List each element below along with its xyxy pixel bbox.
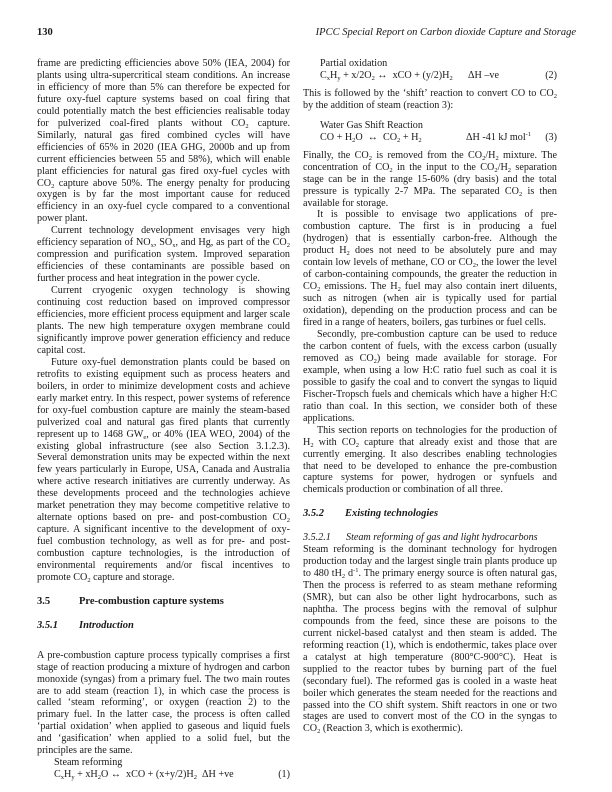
right-column bbox=[303, 58, 557, 735]
equation-label: Steam reforming bbox=[54, 757, 123, 769]
equation-2: $C_xH_y + x/2O_2$ ↔ xCO + $(y/2)H_2$ ΔH –ve (2) bbox=[320, 69, 557, 82]
equation-label: Partial oxidation bbox=[320, 58, 388, 69]
equation-1: $C_xH_y + xH_2O$ ↔ xCO + $(x+y/2)H_2$ ΔH +ve (1) bbox=[54, 769, 290, 782]
equation-label: Water Gas Shift Reaction bbox=[320, 119, 423, 131]
paragraph: Steam reforming is the dominant technology for hydrogen production today and the largest single train plants produce up to 480 $tH_2$ $d^{-1}$. The primary energy source is often natural gas, Then the process is referred to as steam methane reforming (SMR), but can also be other light hydrocarbons, such as naphtha. The process begins with the removal of sulphur compounds from the feed, since these are poisons to the current nickel-based catalyst and then steam is added. The reforming reaction (1), which is endothermic, takes place over a catalyst at high temperature (800°C-900°C). Heat is supplied to the reactor tubes by burning part of the fuel (secondary fuel). The reformed gas is cooled in a waste heat boiler which generates the steam needed for the reactions and passed into the CO shift system. Shift reactors in one or two stages are used to convert most of the CO in the syngas to $CO_2$ (Reaction 3, which is exothermic). bbox=[303, 544, 557, 736]
section-heading-3-5-2: 3.5.2 Existing technologies bbox=[303, 508, 439, 520]
paragraph: Secondly, pre-combustion capture can be used to reduce the carbon content of fuels, with the excess carbon (usually removed as $CO_2$) being made available for storage. For example, when using a low H:C ratio fuel such as coal it is possible to gasify the coal and to convert the syngas to liquid Fischer-Tropsch fuels and chemicals which have a higher H:C ratio than coal. In this section, we consider both of these applications. bbox=[303, 329, 557, 424]
section-heading-3-5-2-1: 3.5.2.1 Steam reforming of gas and light hydrocarbons bbox=[303, 532, 538, 544]
running-head: IPCC Special Report on Carbon dioxide Capture and Storage bbox=[315, 27, 576, 38]
paragraph: Future oxy-fuel demonstration plants could be based on retrofits to existing equipment such as process heaters and boilers, in order to minimize development costs and achieve early market entry. In this respect, power systems of reference for oxy-fuel combustion capture are mainly the steam-based pulverized coal and natural gas fired plants that currently represent up to 1468 $GW_e$, or 40% (IEA WEO, 2004) of the existing global infrastructure (see also Section 3.1.2.3). Several demonstration units may be expected within the next few years particularly in Europe, USA, Canada and Australia where active research initiatives are currently underway. As these developments proceed and the technologies achieve market penetration they may become competitive relative to alternate options based on pre- and post-combustion $CO_2$ capture. A significant incentive to the development of oxy-fuel combustion technology, as well as for pre- and post-combustion capture technologies, is the introduction of environmental requirements and/or fiscal incentives to promote $CO_2$ capture and storage. bbox=[37, 356, 290, 584]
paragraph: A pre-combustion capture process typically comprises a first stage of reaction producing a mixture of hydrogen and carbon monoxide (syngas) from a primary fuel. The two main routes are to add steam (reaction 1), in which case the process is called ‘steam reforming’, or oxygen (reaction 2) to the primary fuel. In the latter case, the process is often called ‘partial oxidation’ when applied to gaseous and liquid fuels and ‘gasification’ when applied to a solid fuel, but the principles are the same. bbox=[37, 649, 290, 757]
section-heading-3-5: 3.5 Pre-combustion capture systems bbox=[37, 595, 224, 607]
page-number: 130 bbox=[37, 27, 53, 38]
paragraph: Finally, the $CO_2$ is removed from the $CO_2/H_2$ mixture. The concentration of $CO_2$ in the input to the $CO_2/H_2$ separation stage can be in the range 15-60% (dry basis) and the total pressure is typically 2-7 MPa. The separated $CO_2$ is then available for storage. bbox=[303, 149, 557, 209]
paragraph: This is followed by the ‘shift’ reaction to convert CO to $CO_2$ by the addition of steam (reaction 3): bbox=[303, 87, 557, 111]
paragraph: This section reports on technologies for the production of $H_2$ with $CO_2$ capture that already exist and those that are currently emerging. It also describes enabling technologies that need to be developed to enhance the pre-combustion capture systems for power, hydrogen or synfuels and chemicals production or combination of all three. bbox=[303, 424, 557, 496]
paragraph: It is possible to envisage two applications of pre-combustion capture. The first is in producing a fuel (hydrogen) that is essentially carbon-free. Although the product $H_2$ does not need to be absolutely pure and may contain low levels of methane, CO or $CO_2$, the lower the level of carbon-containing compounds, the greater the reduction in $CO_2$ emissions. The $H_2$ fuel may also contain inert diluents, such as nitrogen (when air is typically used for partial oxidation), depending on the production process and can be fired in a range of heaters, boilers, gas turbines or fuel cells. bbox=[303, 209, 558, 329]
equation-3: CO + $H_2O$ ↔ $CO_2 + H_2$ ΔH -41 kJ mol$^{-1}$ (3) bbox=[320, 130, 557, 144]
paragraph: Current cryogenic oxygen technology is showing continuing cost reduction based on improved compressor efficiencies, more efficient process equipment and larger scale plants. The new high temperature oxygen membrane could significantly improve power generation efficiency and reduce capital cost. bbox=[37, 285, 290, 356]
left-column bbox=[37, 58, 290, 781]
paragraph: Current technology development envisages very high efficiency separation of $NO_x$, $SO_x$, and Hg, as part of the $CO_2$ compression and purification system. Improved separation efficiencies of these contaminants are possible based on further process and heat integration in the power cycle. bbox=[37, 225, 290, 285]
paragraph: frame are predicting efficiencies above 50% (IEA, 2004) for plants using ultra-supercritical steam conditions. An increase in efficiency of more than 5% can therefore be expected for future oxy-fuel capture systems based on coal firing that could potentially match the best efficiencies realisable today for pulverized coal-fired plants without $CO_2$ capture. Similarly, natural gas fired combined cycles will have efficiencies of 65% in 2020 (IEA GHG, 2000b and up from current efficiencies between 55 and 58%), which will enable plant efficiencies for natural gas fired oxy-fuel cycles with $CO_2$ capture above 50%. The energy penalty for producing oxygen is by far the most important cause for reduced efficiency in an oxy-fuel cycle compared to a conventional power plant. bbox=[37, 58, 290, 225]
section-heading-3-5-1: 3.5.1 Introduction bbox=[37, 619, 134, 631]
